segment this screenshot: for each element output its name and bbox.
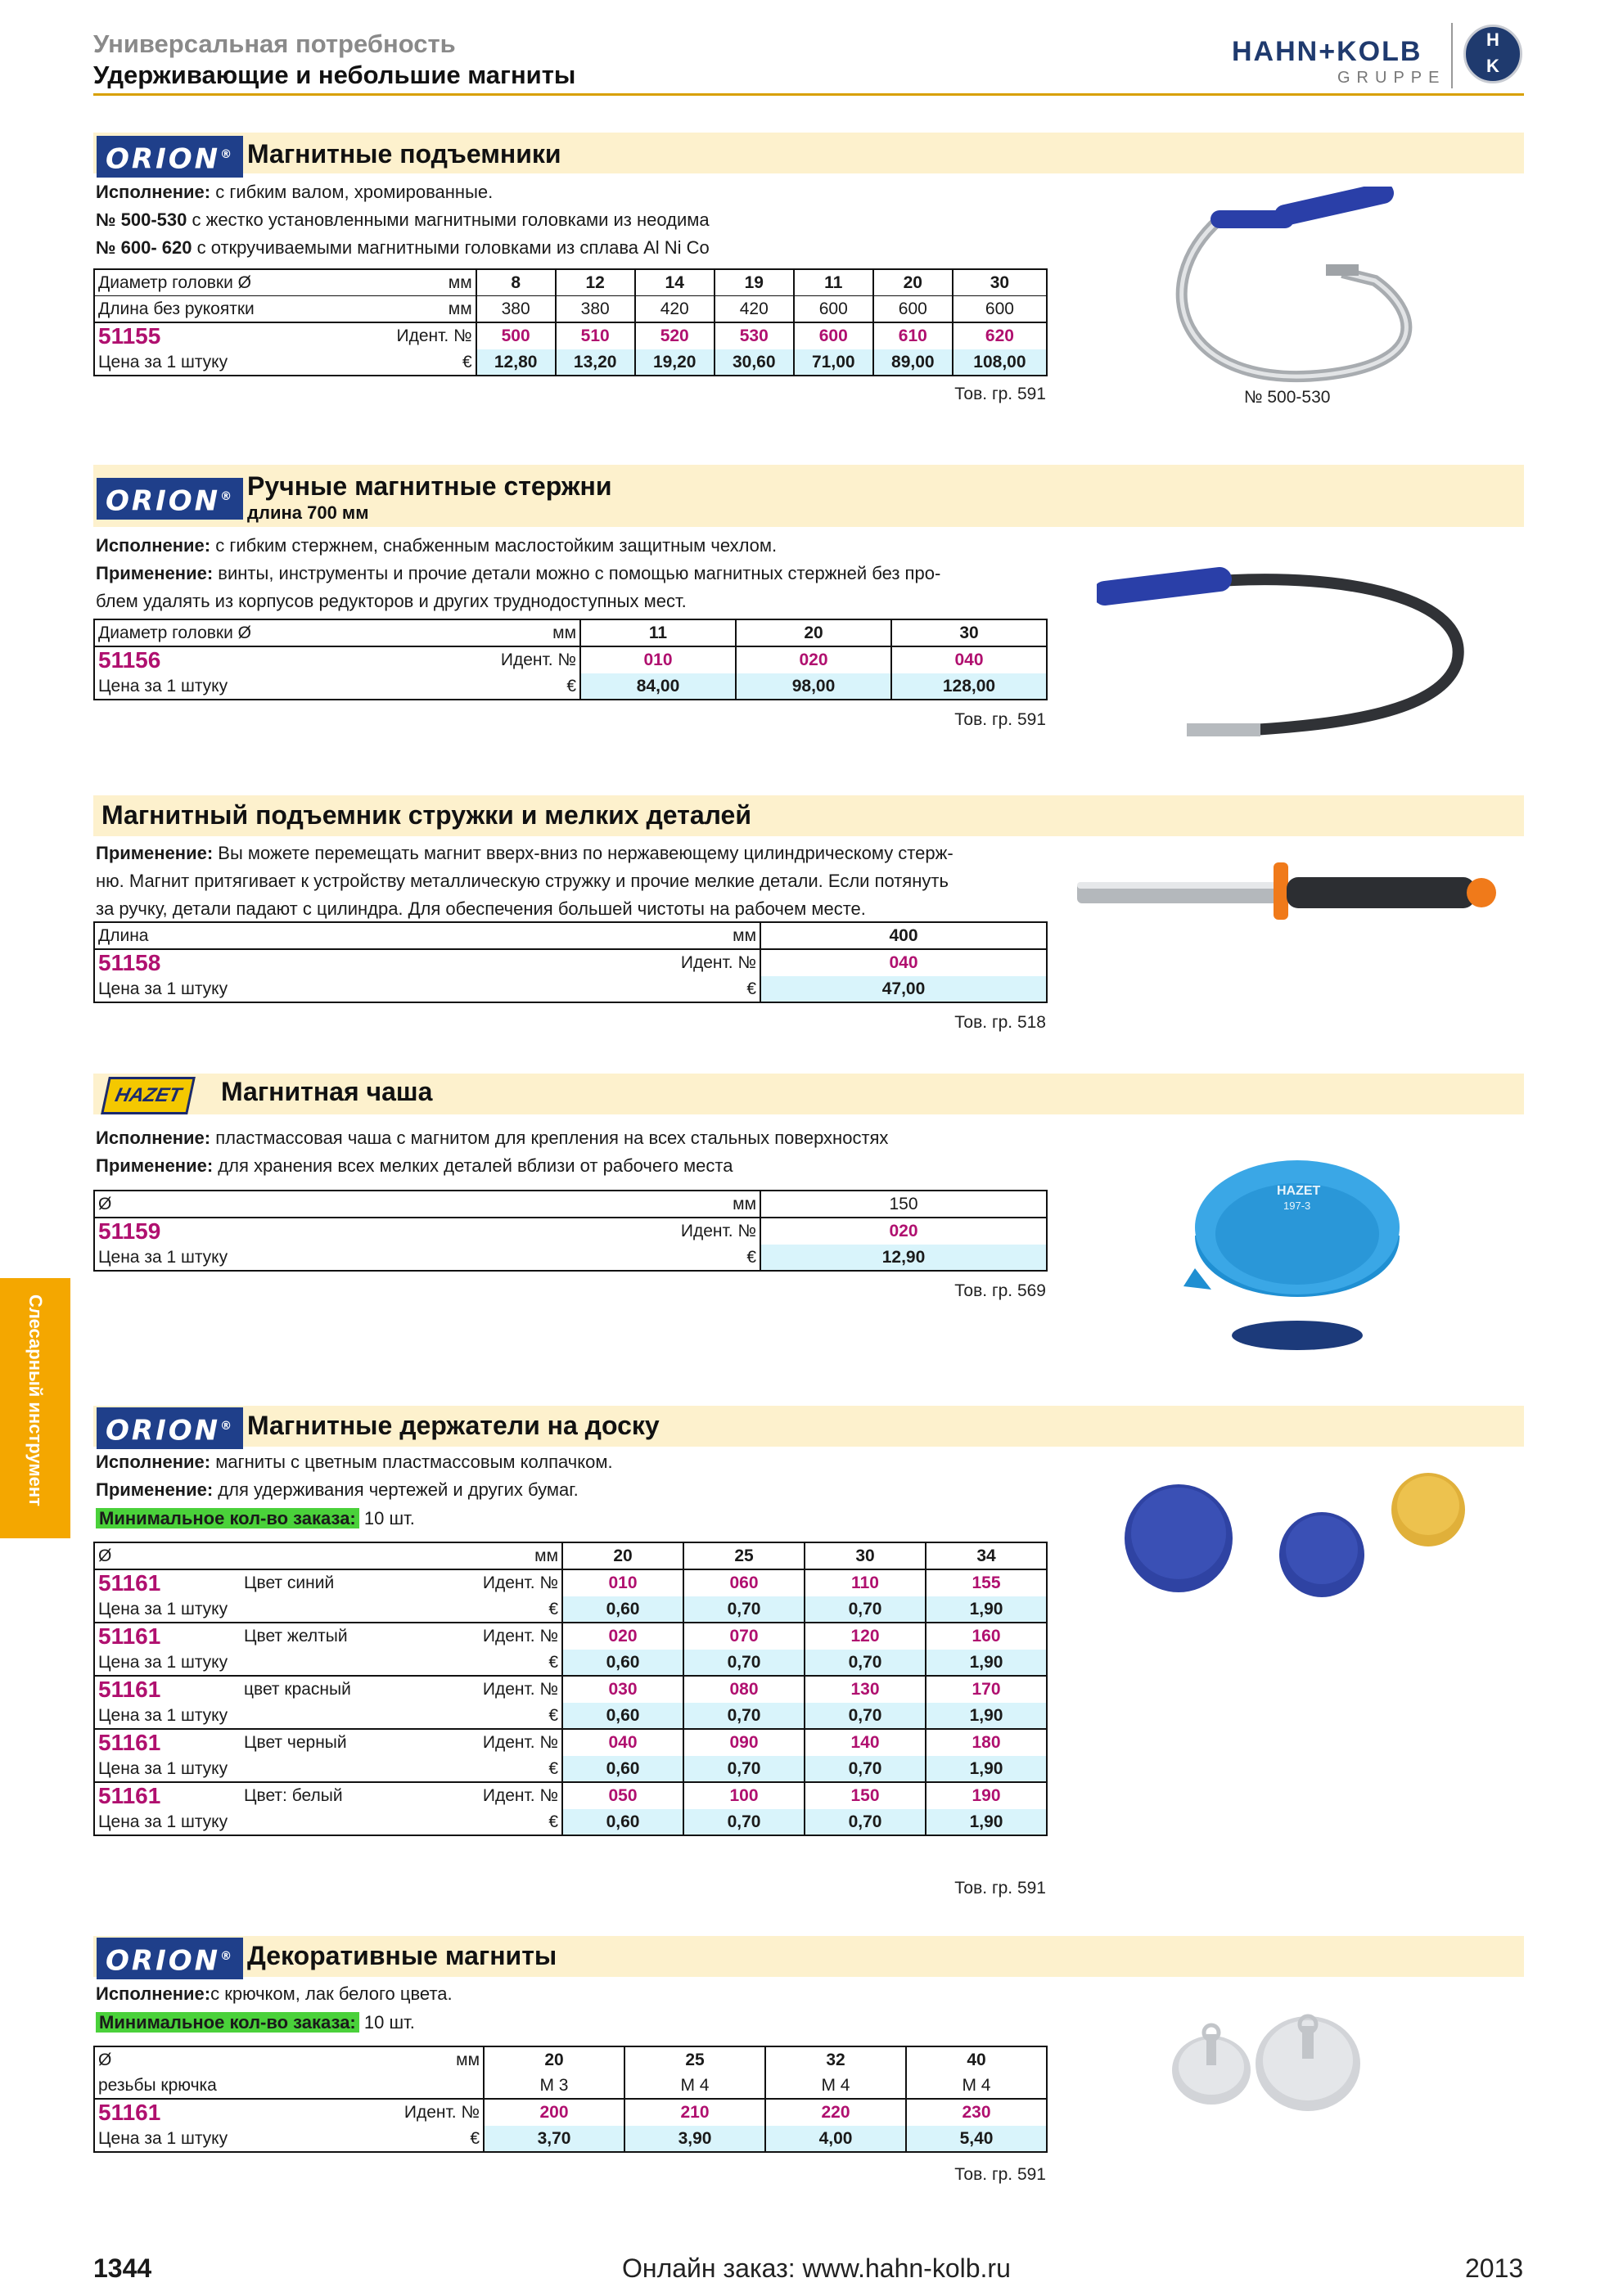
section-title: Декоративные магниты xyxy=(247,1941,557,1970)
section-description: Исполнение: с гибким стержнем, снабженным маслостойким защитным чехлом. Применение: винты, инструменты и прочие детали можно с помощью магнитных стержней без про- блем удалять из корпусов редукторов и других труднодоступных мест. xyxy=(96,535,941,611)
section-title: Магнитные подъемники xyxy=(247,139,561,169)
article-number: 51161 xyxy=(98,1783,161,1808)
side-tab-label: Слесарный инструмент xyxy=(25,1294,46,1506)
product-group: Тов. гр. 591 xyxy=(954,1879,1046,1898)
article-number: 51161 xyxy=(98,1677,161,1702)
product-table: Длина мм 400 51158 Идент. № 040 Цена за 1 штуку € 47,00 xyxy=(93,921,1048,1003)
page-number: 1344 xyxy=(93,2253,152,2283)
min-order: Минимальное кол-во заказа: 10 шт. xyxy=(96,2010,415,2036)
svg-text:HAZET: HAZET xyxy=(1277,1184,1321,1198)
logo-mark: H K xyxy=(1463,25,1522,83)
article-number: 51155 xyxy=(98,323,161,349)
product-group: Тов. гр. 591 xyxy=(954,2165,1046,2184)
chip-lifter-image xyxy=(1072,851,1514,933)
logo-sub: GRUPPE xyxy=(1337,69,1446,87)
article-number: 51156 xyxy=(98,647,161,673)
page-title: Удерживающие и небольшие магниты xyxy=(93,61,576,89)
product-table: Ø мм 20 25 32 40 резьбы крючка M 3 M 4 M 4 M 4 51161 Идент. № 200 210 220 230 Цена за 1 штуку € 3,70 3,90 4,00 5,40 xyxy=(93,2046,1048,2153)
svg-text:197-3: 197-3 xyxy=(1283,1200,1311,1212)
header-rule xyxy=(93,93,1524,96)
article-number: 51158 xyxy=(98,950,161,975)
logo-text: HAHN+KOLB xyxy=(1232,36,1422,67)
decorative-magnets-image xyxy=(1162,1997,1375,2119)
section-description: Исполнение:с крючком, лак белого цвета. xyxy=(96,1983,453,2004)
product-group: Тов. гр. 569 xyxy=(954,1281,1046,1300)
section-subtitle: длина 700 мм xyxy=(247,502,369,523)
brand-logo-orion: ORION® xyxy=(97,1407,243,1449)
section-title: Магнитная чаша xyxy=(221,1077,433,1106)
board-magnets-image xyxy=(1113,1465,1490,1604)
logo-separator xyxy=(1451,23,1453,88)
product-table: Диаметр головки Ø мм 8 12 14 19 11 20 30 Длина без рукоятки мм 380 380 420 420 600 600 600 51155 Идент. № 500 510 520 530 600 610 620 Цена за 1 штуку € 12,80 13,20 19,20 30,60 71,00 89,00 108,00 xyxy=(93,268,1048,376)
brand-logo-hazet: HAZET xyxy=(101,1077,196,1114)
product-group: Тов. гр. 518 xyxy=(954,1013,1046,1032)
brand-logo-orion: ORION® xyxy=(97,478,243,520)
section-title: Магнитные держатели на доску xyxy=(247,1411,660,1440)
product-group: Тов. гр. 591 xyxy=(954,710,1046,729)
article-number: 51161 xyxy=(98,1570,161,1596)
section-description: Исполнение: пластмассовая чаша с магнитом для крепления на всех стальных поверхностях Применение: для хранения всех мелких деталей вблизи от рабочего места xyxy=(96,1128,889,1176)
brand-logo-orion: ORION® xyxy=(97,136,243,178)
product-table: Ø мм 150 51159 Идент. № 020 Цена за 1 штуку € 12,90 xyxy=(93,1190,1048,1272)
section-description: Исполнение: магниты с цветным пластмассовым колпачком. Применение: для удерживания чертежей и других бумаг. xyxy=(96,1452,613,1500)
section-title: Ручные магнитные стержни xyxy=(247,471,612,501)
section-description: Исполнение: с гибким валом, хромированные. № 500-530 с жестко установленными магнитными головками из неодима № 600- 620 с откручиваемыми магнитными головками из сплава Al Ni Co xyxy=(96,182,710,258)
image-caption: № 500-530 xyxy=(1244,388,1331,407)
min-order: Минимальное кол-во заказа: 10 шт. xyxy=(96,1506,415,1532)
magnetic-pickup-image xyxy=(1162,187,1490,391)
article-number: 51161 xyxy=(98,2100,161,2125)
article-number: 51159 xyxy=(98,1218,161,1244)
header-category: Универсальная потребность xyxy=(93,29,456,58)
section-title: Магнитный подъемник стружки и мелких деталей xyxy=(101,800,751,830)
order-url[interactable]: Онлайн заказ: www.hahn-kolb.ru xyxy=(622,2253,1011,2283)
article-number: 51161 xyxy=(98,1623,161,1649)
product-group: Тов. гр. 591 xyxy=(954,385,1046,403)
article-number: 51161 xyxy=(98,1730,161,1755)
brand-logo-orion: ORION® xyxy=(97,1938,243,1979)
magnetic-bowl-image xyxy=(1179,1146,1416,1358)
section-description: Применение: Вы можете перемещать магнит вверх-вниз по нержавеющему цилиндрическому стерж- ню. Магнит притягивает к устройству металлическую стружку и прочие мелкие детали. Если потянуть за ручку, детали падают с цилиндра. Для обеспечения большей чистоты на рабочем месте. xyxy=(96,843,954,919)
catalog-year: 2013 xyxy=(1465,2253,1524,2283)
product-table: Диаметр головки Ø мм 11 20 30 51156 Идент. № 010 020 040 Цена за 1 штуку € 84,00 98,00 128,00 xyxy=(93,619,1048,700)
magnetic-rod-image xyxy=(1097,524,1481,745)
side-tab[interactable] xyxy=(0,1278,70,1538)
product-table: Ø мм 20 25 30 34 51161 Цвет синий Идент. № 010 060 110 155 Цена за 1 штуку € 0,60 0,70 0,70 1,90 51161 Цвет желтый Идент. № 020 070 120 160 Цена за 1 штуку € 0,60 0,70 0,70 1,90 51161 цвет красный Идент. № 030 080 130 170 Цена за 1 штуку € 0,60 0,70 0,70 1,90 51161 Цвет черный Идент. № 040 090 140 180 Цена за 1 штуку € 0,60 0,70 0,70 1,90 51161 Цвет: белый Идент. № 050 100 150 190 Цена за 1 штуку € 0,60 0,70 0,70 1,90 xyxy=(93,1542,1048,1836)
